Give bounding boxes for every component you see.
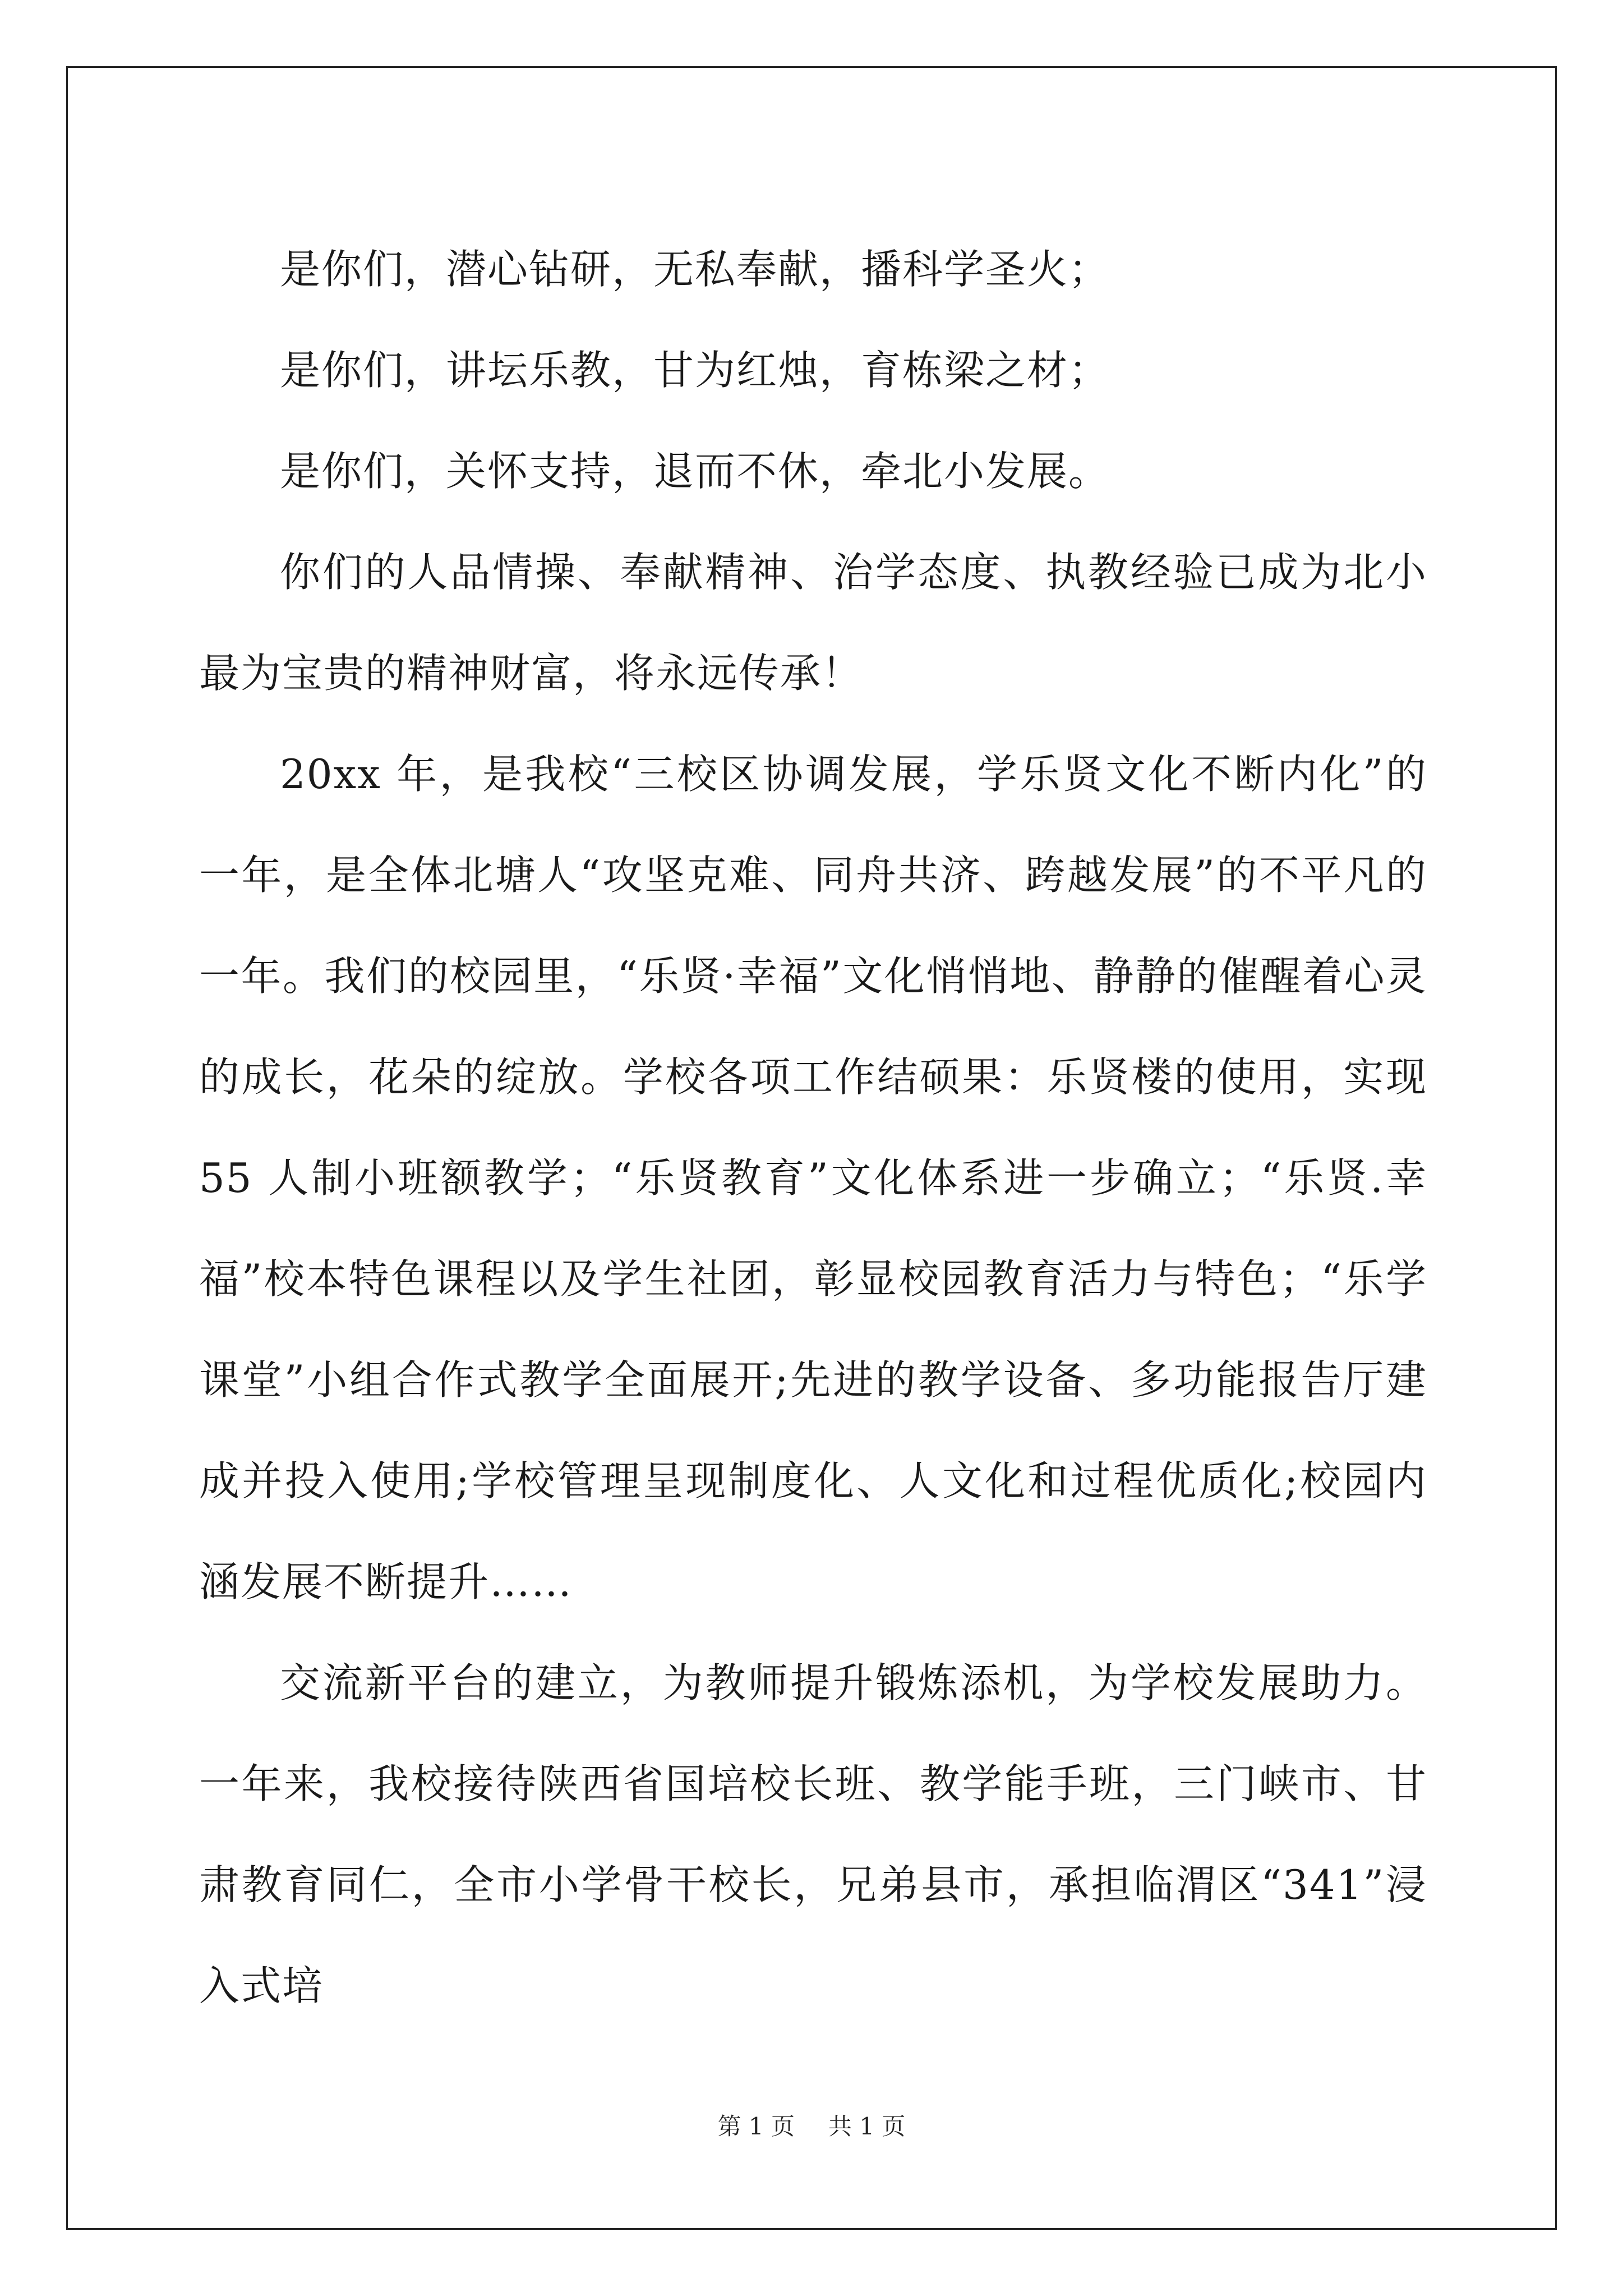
page-footer [0, 2108, 1623, 2142]
document-body [199, 219, 1427, 2036]
paragraph: 你们的人品情操、奉献精神、治学态度、执教经验已成为北小最为宝贵的精神财富，将永远传承！ [199, 549, 1427, 697]
paragraph: 是你们，潜心钻研，无私奉献，播科学圣火； [280, 246, 1110, 293]
paragraph: 是你们，关怀支持，退而不休，牵北小发展。 [280, 448, 1110, 495]
paragraph: 是你们，讲坛乐教，甘为红烛，育栋梁之材； [280, 347, 1110, 394]
page-number-current: 第 1 页 [717, 2113, 795, 2140]
paragraph: 20xx 年，是我校“三校区协调发展，学乐贤文化不断内化”的一年，是全体北塘人“攻坚克难、同舟共济、跨越发展”的不平凡的一年。我们的校园里，“乐贤·幸福”文化悄悄地、静静的催醒着心灵的成长，花朵的绽放。学校各项工作结硕果：乐贤楼的使用，实现 55 人制小班额教学；“乐贤教育”文化体系进一步确立；“乐贤.幸福”校本特色课程以及学生社团，彰显校园教育活力与特色；“乐学课堂”小组合作式教学全面展开;先进的教学设备、多功能报告厅建成并投入使用;学校管理呈现制度化、人文化和过程优质化;校园内涵发展不断提升…… [199, 751, 1427, 1605]
page-number-total: 共 1 页 [828, 2113, 906, 2140]
paragraph: 交流新平台的建立，为教师提升锻炼添机，为学校发展助力。一年来，我校接待陕西省国培校长班、教学能手班，三门峡市、甘肃教育同仁，全市小学骨干校长，兄弟县市，承担临渭区“341”浸入式培 [199, 1659, 1427, 2009]
